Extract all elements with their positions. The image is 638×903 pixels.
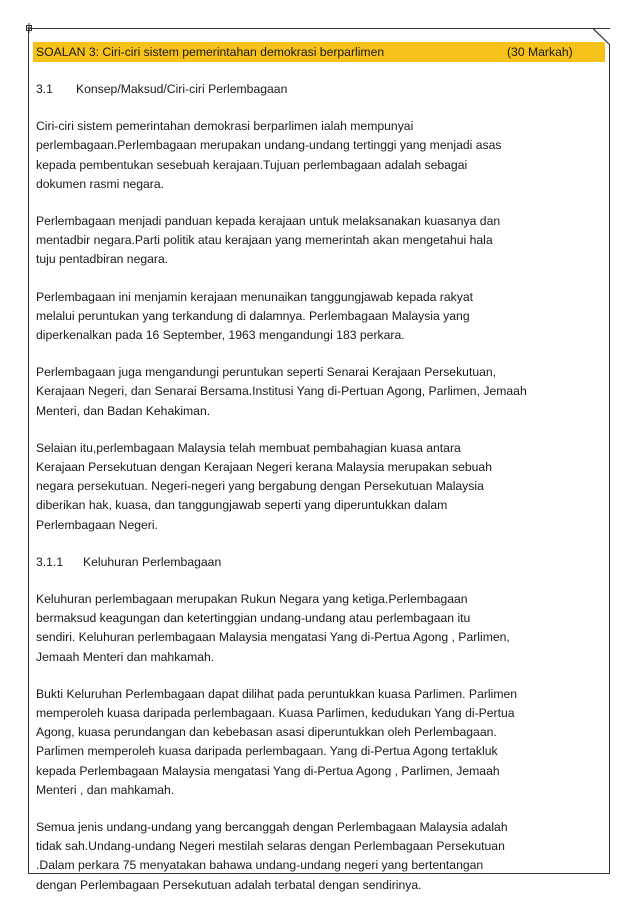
section-title: Konsep/Maksud/Ciri-ciri Perlembagaan <box>76 82 288 96</box>
text-line: Selaian itu,perlembagaan Malaysia telah membuat pembahagian kuasa antara <box>36 440 461 455</box>
paragraph <box>36 590 604 667</box>
text-line: dokumen rasmi negara. <box>36 176 165 191</box>
paragraph <box>36 212 604 270</box>
text-line: Menteri, dan Badan Kehakiman. <box>36 403 211 418</box>
text-line: Kerajaan Negeri, dan Senarai Bersama.Institusi Yang di-Pertuan Agong, Parlimen, Jemaah <box>36 384 527 399</box>
section-heading-3-1-1 <box>36 553 604 572</box>
paragraph <box>36 685 604 800</box>
text-line: tuju pentadbiran negara. <box>36 252 169 267</box>
text-line: Kerajaan Persekutuan dengan Kerajaan Negeri kerana Malaysia merupakan sebuah <box>36 460 492 475</box>
text-line: mentadbir negara.Parti politik atau kerajaan yang memerintah akan mengetahui hala <box>36 233 493 248</box>
question-marks: (30 Markah) <box>507 45 573 59</box>
text-line: negara persekutuan. Negeri-negeri yang bergabung dengan Persekutuan Malaysia <box>36 479 484 494</box>
paragraph <box>36 363 604 421</box>
text-line: Ciri-ciri sistem pemerintahan demokrasi berparlimen ialah mempunyai <box>36 119 414 134</box>
text-line: Keluhuran perlembagaan merupakan Rukun Negara yang ketiga.Perlembagaan <box>36 592 468 607</box>
question-title: SOALAN 3: Ciri-ciri sistem pemerintahan demokrasi berparlimen <box>36 45 385 59</box>
text-line: Perlembagaan Negeri. <box>36 517 158 532</box>
section-number: 3.1 <box>36 82 53 96</box>
text-line: bermaksud keagungan dan ketertinggian undang-undang atau perlembagaan itu <box>36 611 471 626</box>
text-line: memperoleh kuasa daripada perlembagaan. Kuasa Parlimen, kedudukan Yang di-Pertua <box>36 706 515 721</box>
text-line: Menteri , dan mahkamah. <box>36 782 175 797</box>
text-line: .Dalam perkara 75 menyatakan bahawa undang-undang negeri yang bertentangan <box>36 858 484 873</box>
text-line: sendiri. Keluhuran perlembagaan Malaysia mengatasi Yang di-Pertua Agong , Parlimen, <box>36 630 510 645</box>
paragraph <box>36 818 604 895</box>
text-line: Semua jenis undang-undang yang bercanggah dengan Perlembagaan Malaysia adalah <box>36 820 508 835</box>
section-title: Keluhuran Perlembagaan <box>83 554 222 569</box>
paragraph <box>36 117 604 194</box>
text-line: Parlimen memperoleh kuasa daripada perlembagaan. Yang di-Pertua Agong tertakluk <box>36 744 498 759</box>
text-line: kepada pembentukan sesebuah kerajaan.Tujuan perlembagaan adalah sebagai <box>36 157 468 172</box>
section-number: 3.1.1 <box>36 554 64 569</box>
document-body <box>36 80 604 895</box>
page-corner-mark-icon <box>23 22 35 34</box>
page-border-right <box>609 44 610 873</box>
text-line: Jemaah Menteri dan mahkamah. <box>36 649 215 664</box>
paragraph <box>36 288 604 346</box>
text-line: perlembagaan.Perlembagaan merupakan undang-undang tertinggi yang menjadi asas <box>36 138 502 153</box>
text-line: Perlembagaan ini menjamin kerajaan menunaikan tanggungjawab kepada rakyat <box>36 289 474 304</box>
text-line: Agong, kuasa perundangan dan kebebasan asasi diperuntukkan oleh Perlembagaan. <box>36 725 497 740</box>
section-heading-3-1 <box>36 80 604 99</box>
text-line: Bukti Keluruhan Perlembagaan dapat dilihat pada peruntukkan kuasa Parlimen. Parlimen <box>36 686 518 701</box>
text-line: diperkenalkan pada 16 September, 1963 mengandungi 183 perkara. <box>36 328 405 343</box>
text-line: Perlembagaan juga mengandungi peruntukan seperti Senarai Kerajaan Persekutuan, <box>36 365 497 380</box>
text-line: tidak sah.Undang-undang Negeri mestilah selaras dengan Perlembagaan Persekutuan <box>36 839 505 854</box>
text-line: dengan Perlembagaan Persekutuan adalah terbatal dengan sendirinya. <box>36 877 422 892</box>
text-line: diberikan hak, kuasa, dan tanggungjawab seperti yang diperuntukkan dalam <box>36 498 448 513</box>
text-line: Perlembagaan menjadi panduan kepada kerajaan untuk melaksanakan kuasanya dan <box>36 214 501 228</box>
paragraph <box>36 439 604 535</box>
text-line: kepada Perlembagaan Malaysia mengatasi Yang di-Pertua Agong , Parlimen, Jemaah <box>36 763 500 778</box>
question-header <box>33 42 605 62</box>
text-line: melalui peruntukan yang terkandung di dalamnya. Perlembagaan Malaysia yang <box>36 308 470 323</box>
